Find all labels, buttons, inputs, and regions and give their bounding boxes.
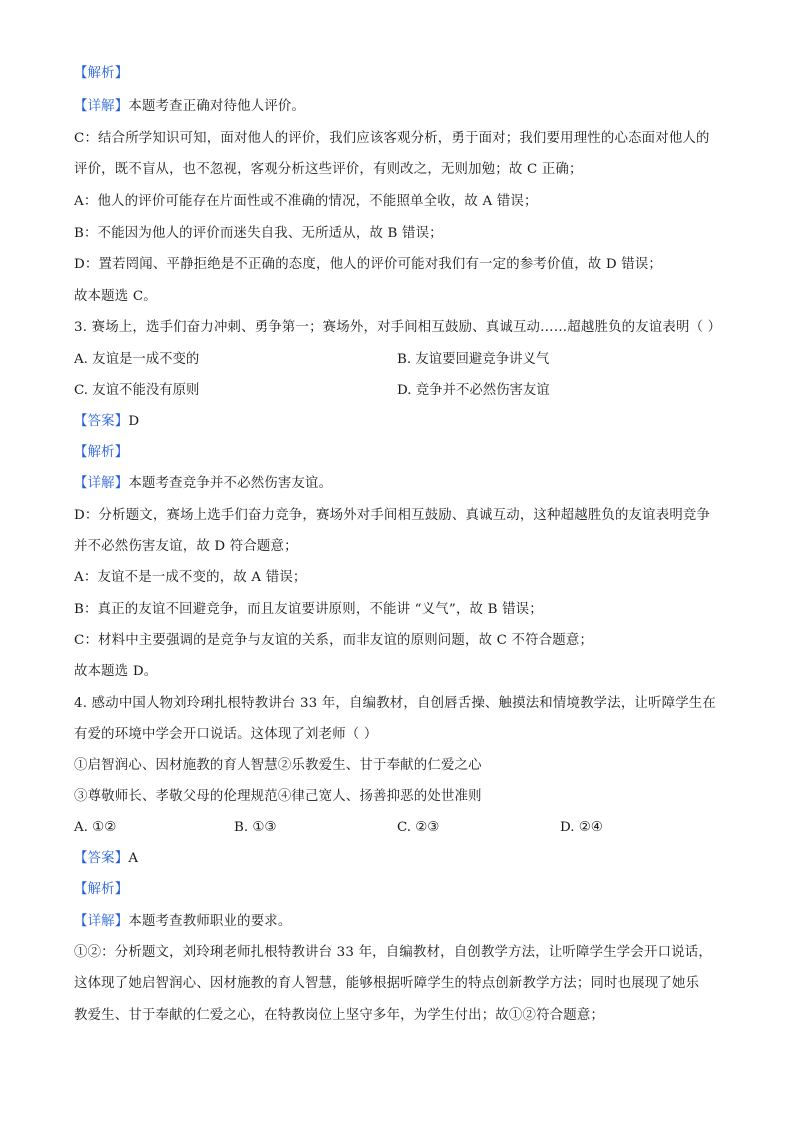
q2-b-line: B：不能因为他人的评价而迷失自我、无所适从，故 B 错误；	[74, 226, 443, 241]
q4-line2: 这体现了她启智润心、因材施教的育人智慧，能够根据听障学生的特点创新教学方法；同时也展现了她乐	[74, 976, 700, 991]
q2-c-line2: 评价，既不盲从，也不忽视，客观分析这些评价，有则改之，无则加勉；故 C 正确；	[74, 162, 583, 177]
q4-detail-text: 本题考查教师职业的要求。	[128, 914, 292, 929]
q3-d-line2: 并不必然伤害友谊，故 D 符合题意；	[74, 539, 298, 554]
q4-option-c: C. ②③	[397, 820, 440, 835]
q3-detail	[74, 474, 724, 494]
q3-a-line: A：友谊不是一成不变的，故 A 错误；	[74, 570, 307, 585]
q2-c-line1: C：结合所学知识可知，面对他人的评价，我们应该客观分析，勇于面对；我们要用理性的心态面对他人的	[74, 131, 710, 146]
q3-d-line1: D：分析题文，赛场上选手们奋力竞争，赛场外对手间相互鼓励、真诚互动，这种超越胜负的友谊表明竞争	[74, 508, 711, 523]
q4-line1: ①②：分析题文，刘玲琍老师扎根特教讲台 33 年，自编教材，自创教学方法，让听障学生学会开口说话，	[74, 945, 712, 960]
q4-item-line1: ①启智润心、因材施教的育人智慧②乐教爱生、甘于奉献的仁爱之心	[74, 758, 482, 773]
q2-d-line: D：置若罔闻、平静拒绝是不正确的态度，他人的评价可能对我们有一定的参考价值，故 D 错误；	[74, 257, 662, 272]
q3-conclusion: 故本题选 D。	[74, 664, 158, 679]
q4-option-a: A. ①②	[74, 820, 117, 835]
q4-option-d: D. ②④	[560, 820, 603, 835]
q3-answer	[74, 412, 724, 432]
q3-detail-tag: 【详解】	[74, 476, 129, 491]
q3-option-b: B. 友谊要回避竞争讲义气	[397, 352, 550, 367]
q3-c-line: C：材料中主要强调的是竞争与友谊的关系，而非友谊的原则问题，故 C 不符合题意；	[74, 633, 594, 648]
q4-stem-line1: 4. 感动中国人物刘玲琍扎根特教讲台 33 年，自编教材，自创唇舌操、触摸法和情境教学法，让听障学生在	[74, 696, 716, 711]
q2-detail-tag: 【详解】	[74, 99, 129, 114]
q2-analysis-tag: 【解析】	[74, 66, 129, 81]
q3-stem: 3. 赛场上，选手们奋力冲刺、勇争第一；赛场外，对手间相互鼓励、真诚互动……超越胜负的友谊表明（ ）	[74, 320, 722, 335]
q3-option-c: C. 友谊不能没有原则	[74, 383, 200, 398]
q4-stem-line2: 有爱的环境中学会开口说话。这体现了刘老师（ ）	[74, 727, 378, 742]
q3-answer-value: D	[128, 414, 140, 429]
q4-detail	[74, 912, 724, 932]
q4-answer-value: A	[128, 851, 139, 866]
q3-option-a: A. 友谊是一成不变的	[74, 352, 200, 367]
q2-detail-text: 本题考查正确对待他人评价。	[128, 99, 306, 114]
q3-detail-text: 本题考查竞争并不必然伤害友谊。	[128, 476, 333, 491]
q3-option-d: D. 竞争并不必然伤害友谊	[397, 383, 550, 398]
q4-option-b: B. ①③	[234, 820, 277, 835]
q2-a-line: A：他人的评价可能存在片面性或不准确的情况，不能照单全收，故 A 错误；	[74, 194, 538, 209]
q3-b-line: B：真正的友谊不回避竞争，而且友谊要讲原则，不能讲 “义气”，故 B 错误；	[74, 602, 543, 617]
q4-line3: 教爱生、甘于奉献的仁爱之心，在特教岗位上坚守多年，为学生付出；故①②符合题意；	[74, 1008, 605, 1023]
q3-answer-tag: 【答案】	[74, 414, 129, 429]
q4-detail-tag: 【详解】	[74, 914, 129, 929]
q2-conclusion: 故本题选 C。	[74, 289, 157, 304]
q4-answer	[74, 849, 724, 869]
q4-answer-tag: 【答案】	[74, 851, 129, 866]
q4-item-line2: ③尊敬师长、孝敬父母的伦理规范④律己宽人、扬善抑恶的处世准则	[74, 789, 482, 804]
q3-analysis-tag: 【解析】	[74, 445, 129, 460]
q4-analysis-tag: 【解析】	[74, 882, 129, 897]
q2-detail	[74, 97, 724, 117]
